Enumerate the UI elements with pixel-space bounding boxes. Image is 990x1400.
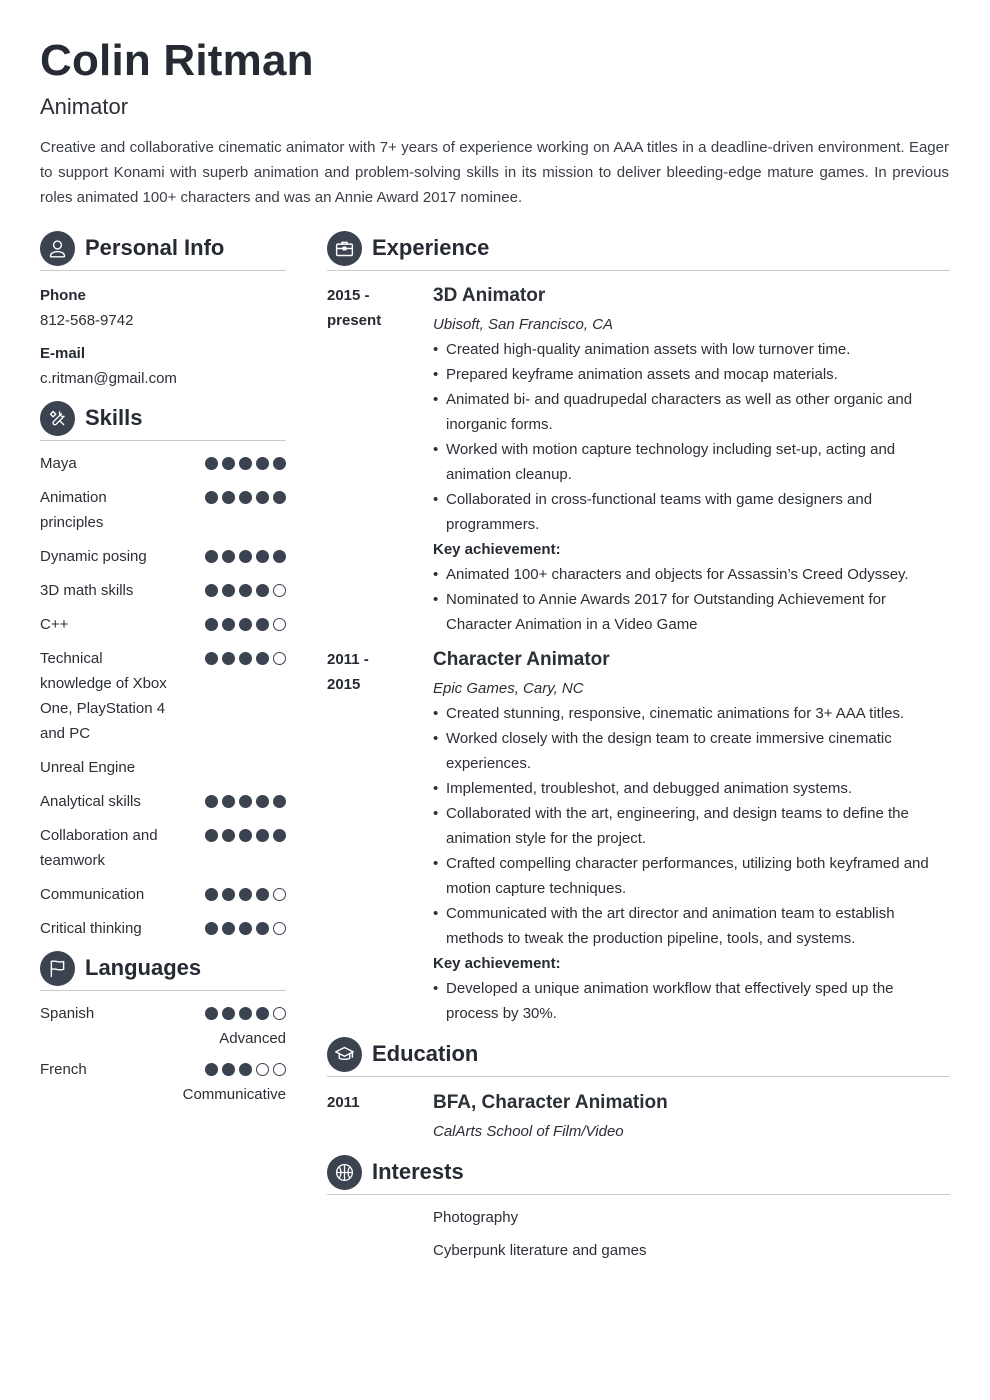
rating-dot-filled <box>222 652 235 665</box>
job-duties <box>433 337 950 537</box>
job-role: 3D Animator <box>433 285 546 306</box>
education-school: CalArts School of Film/Video <box>433 1123 624 1140</box>
rating-dot-empty <box>273 618 286 631</box>
job-duty: • Worked closely with the design team to create immersive cinematic experiences. <box>433 726 950 776</box>
job-duty: • Worked with motion capture technology including set-up, acting and animation cleanup. <box>433 437 950 487</box>
interests-header <box>327 1154 950 1195</box>
job-role: Character Animator <box>433 649 610 670</box>
skill-rating <box>205 789 286 808</box>
rating-dot-filled <box>222 584 235 597</box>
rating-dot-empty <box>273 584 286 597</box>
rating-dot-filled <box>239 457 252 470</box>
rating-dot-filled <box>205 1063 218 1076</box>
rating-dot-filled <box>205 652 218 665</box>
rating-dot-filled <box>239 584 252 597</box>
rating-dot-filled <box>205 618 218 631</box>
rating-dot-filled <box>273 457 286 470</box>
rating-dot-filled <box>222 491 235 504</box>
rating-dot-filled <box>205 584 218 597</box>
language-item <box>40 1057 286 1107</box>
skills-list <box>40 451 286 941</box>
languages-header <box>40 950 286 991</box>
email-label: E-mail <box>40 345 86 362</box>
skill-item <box>40 789 286 814</box>
education-header <box>327 1036 950 1077</box>
skill-item <box>40 916 286 941</box>
rating-dot-filled <box>239 888 252 901</box>
education-date: 2011 <box>327 1094 360 1111</box>
rating-dot-filled <box>256 457 269 470</box>
rating-dot-filled <box>205 1007 218 1020</box>
skill-rating <box>205 544 286 563</box>
education-entry <box>327 1090 950 1144</box>
job-duty: • Collaborated with the art, engineering, and design teams to define the animation style for the project. <box>433 801 950 851</box>
rating-dot-filled <box>239 491 252 504</box>
job-duty: • Implemented, troubleshot, and debugged animation systems. <box>433 776 950 801</box>
skill-rating <box>205 916 286 935</box>
rating-dot-filled <box>239 550 252 563</box>
job-dates <box>327 647 433 1026</box>
education-section <box>327 1036 950 1144</box>
skill-item <box>40 646 286 746</box>
languages-section <box>40 950 286 1107</box>
job-duty: • Created high-quality animation assets with low turnover time. <box>433 337 950 362</box>
rating-dot-filled <box>222 1063 235 1076</box>
rating-dot-filled <box>256 829 269 842</box>
skill-name: Unreal Engine <box>40 759 136 776</box>
job-duties <box>433 701 950 951</box>
job-duty: • Prepared keyframe animation assets and mocap materials. <box>433 362 950 387</box>
job-duty: • Created stunning, responsive, cinematic animations for 3+ AAA titles. <box>433 701 950 726</box>
job-date-start: 2015 - <box>327 287 370 304</box>
job-duty: • Communicated with the art director and animation team to establish methods to tweak the production pipeline, tools, and systems. <box>433 901 950 951</box>
language-row <box>40 1001 286 1026</box>
job-dates <box>327 283 433 637</box>
key-achievement: • Animated 100+ characters and objects for Assassin’s Creed Odyssey. <box>433 562 950 587</box>
rating-dot-filled <box>205 922 218 935</box>
personal-info-header <box>40 230 286 271</box>
skill-rating <box>205 578 286 597</box>
rating-dot-filled <box>205 550 218 563</box>
skill-name: Technical knowledge of Xbox One, PlayStation 4 and PC <box>40 650 167 742</box>
key-achievement: • Developed a unique animation workflow that effectively sped up the process by 30%. <box>433 976 950 1026</box>
job-duty: • Animated bi- and quadrupedal characters as well as other organic and inorganic forms. <box>433 387 950 437</box>
skill-name: Communication <box>40 886 145 903</box>
skills-header <box>40 400 286 441</box>
rating-dot-empty <box>273 652 286 665</box>
flag-icon <box>40 951 75 986</box>
language-item <box>40 1001 286 1051</box>
key-achievement-label: Key achievement: <box>433 541 561 558</box>
tools-icon <box>40 401 75 436</box>
phone-label: Phone <box>40 287 86 304</box>
skill-name: C++ <box>40 616 69 633</box>
rating-dot-filled <box>239 795 252 808</box>
rating-dot-filled <box>222 795 235 808</box>
rating-dot-filled <box>256 888 269 901</box>
graduation-cap-icon <box>327 1037 362 1072</box>
skills-section <box>40 400 286 941</box>
skill-item <box>40 882 286 907</box>
skill-name: Analytical skills <box>40 793 141 810</box>
language-row <box>40 1057 286 1082</box>
skill-name: Collaboration and teamwork <box>40 827 158 869</box>
skill-rating <box>205 485 286 504</box>
skill-name: 3D math skills <box>40 582 134 599</box>
skill-name: Animation principles <box>40 489 107 531</box>
key-achievement: • Nominated to Annie Awards 2017 for Outstanding Achievement for Character Animation in a Video Game <box>433 587 950 637</box>
skill-item <box>40 485 286 535</box>
skill-rating <box>205 882 286 901</box>
skill-item <box>40 823 286 873</box>
education-degree: BFA, Character Animation <box>433 1092 668 1113</box>
language-name: French <box>40 1061 87 1078</box>
job-body <box>433 283 950 637</box>
rating-dot-filled <box>273 829 286 842</box>
personal-info-heading: Personal Info <box>85 235 225 260</box>
job-date-end: present <box>327 312 382 329</box>
skill-rating <box>205 451 286 470</box>
rating-dot-empty <box>273 922 286 935</box>
job-body <box>433 647 950 1026</box>
briefcase-icon <box>327 231 362 266</box>
job-duty: • Crafted compelling character performances, utilizing both keyframed and motion capture techniques. <box>433 851 950 901</box>
job-entry <box>327 283 950 637</box>
skill-item <box>40 578 286 603</box>
education-heading: Education <box>372 1041 479 1066</box>
language-level: Advanced <box>219 1030 286 1047</box>
resume-name: Colin Ritman <box>40 36 314 85</box>
skill-rating <box>205 612 286 631</box>
rating-dot-empty <box>256 1063 269 1076</box>
rating-dot-filled <box>222 618 235 631</box>
experience-section <box>327 230 950 1026</box>
experience-heading: Experience <box>372 235 490 260</box>
experience-header <box>327 230 950 271</box>
skill-name: Critical thinking <box>40 920 142 937</box>
rating-dot-filled <box>222 922 235 935</box>
rating-dot-filled <box>256 795 269 808</box>
rating-dot-filled <box>273 491 286 504</box>
job-company: Epic Games, Cary, NC <box>433 680 584 697</box>
person-icon <box>40 231 75 266</box>
rating-dot-filled <box>222 888 235 901</box>
rating-dot-filled <box>222 1007 235 1020</box>
rating-dot-empty <box>273 1007 286 1020</box>
rating-dot-filled <box>256 1007 269 1020</box>
languages-list <box>40 1001 286 1107</box>
rating-dot-filled <box>222 550 235 563</box>
skill-rating <box>205 823 286 842</box>
rating-dot-filled <box>239 1063 252 1076</box>
rating-dot-filled <box>205 829 218 842</box>
rating-dot-filled <box>239 618 252 631</box>
job-entry <box>327 647 950 1026</box>
job-company: Ubisoft, San Francisco, CA <box>433 316 614 333</box>
right-column <box>327 230 950 1271</box>
rating-dot-filled <box>239 829 252 842</box>
rating-dot-filled <box>256 584 269 597</box>
interests-list <box>433 1205 950 1263</box>
interest-item: Photography <box>433 1209 519 1226</box>
skills-heading: Skills <box>85 405 143 430</box>
rating-dot-filled <box>205 888 218 901</box>
rating-dot-filled <box>273 550 286 563</box>
rating-dot-filled <box>205 491 218 504</box>
rating-dot-filled <box>256 652 269 665</box>
skill-name: Maya <box>40 455 77 472</box>
personal-info-section <box>40 230 286 391</box>
rating-dot-filled <box>239 652 252 665</box>
rating-dot-filled <box>256 491 269 504</box>
language-name: Spanish <box>40 1005 95 1022</box>
rating-dot-filled <box>205 457 218 470</box>
rating-dot-filled <box>239 1007 252 1020</box>
skill-item <box>40 612 286 637</box>
jobs-list <box>327 283 950 1026</box>
rating-dot-filled <box>239 922 252 935</box>
rating-dot-empty <box>273 888 286 901</box>
key-achievements <box>433 562 950 637</box>
rating-dot-filled <box>256 550 269 563</box>
key-achievements <box>433 976 950 1026</box>
rating-dot-filled <box>273 795 286 808</box>
skill-rating <box>205 646 286 665</box>
resume-summary: Creative and collaborative cinematic animator with 7+ years of experience working on AAA titles in a deadline-driven environment. Eager to support Konami with superb animation and problem-solving skills in its mission to deliver bleeding-edge mature games. In previous roles animated 100+ characters and was an Annie Award 2017 nominee. <box>40 139 949 206</box>
interests-heading: Interests <box>372 1159 464 1184</box>
rating-dot-filled <box>256 618 269 631</box>
job-date-end: 2015 <box>327 676 361 693</box>
rating-dot-filled <box>222 829 235 842</box>
rating-dot-filled <box>256 922 269 935</box>
skill-item <box>40 451 286 476</box>
language-level: Communicative <box>182 1086 286 1103</box>
language-rating <box>205 1057 286 1076</box>
skill-item <box>40 755 286 780</box>
rating-dot-filled <box>222 457 235 470</box>
resume-title: Animator <box>40 94 129 119</box>
job-duty: • Collaborated in cross-functional teams with game designers and programmers. <box>433 487 950 537</box>
key-achievement-label: Key achievement: <box>433 955 561 972</box>
rating-dot-filled <box>205 795 218 808</box>
language-rating <box>205 1001 286 1020</box>
skill-item <box>40 544 286 569</box>
left-column <box>40 230 286 1113</box>
interest-item: Cyberpunk literature and games <box>433 1242 647 1259</box>
skill-name: Dynamic posing <box>40 548 147 565</box>
interests-section <box>327 1154 950 1263</box>
job-date-start: 2011 - <box>327 651 369 668</box>
basketball-icon <box>327 1155 362 1190</box>
languages-heading: Languages <box>85 955 202 980</box>
phone-value[interactable]: 812-568-9742 <box>40 312 134 329</box>
email-value[interactable]: c.ritman@gmail.com <box>40 370 177 387</box>
rating-dot-empty <box>273 1063 286 1076</box>
